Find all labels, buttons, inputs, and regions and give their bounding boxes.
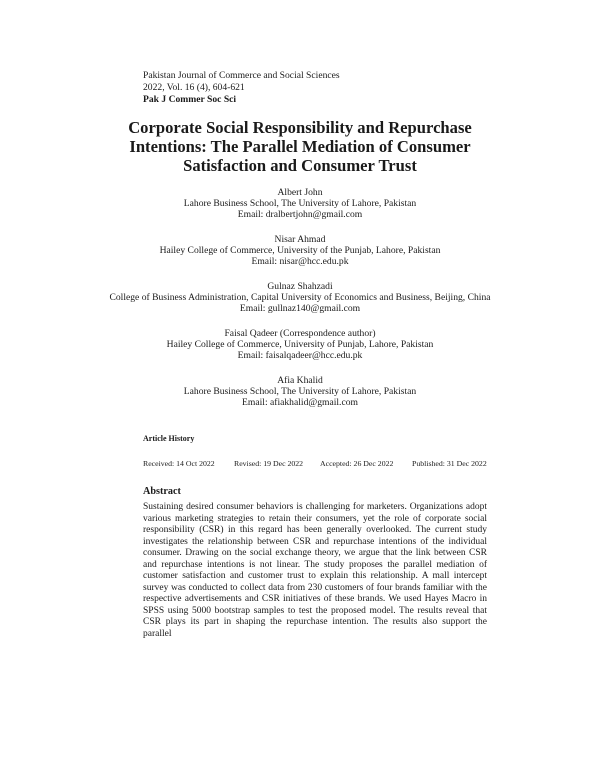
author-name: Albert John: [277, 187, 323, 198]
received-date: Received: 14 Oct 2022: [143, 459, 215, 468]
revised-date: Revised: 19 Dec 2022: [234, 459, 304, 468]
author-affiliation: College of Business Administration, Capital University of Economics and Business, Beijing, China: [109, 292, 491, 304]
author-name: Faisal Qadeer (Correspondence author): [224, 328, 376, 339]
author-email: Email: faisalqadeer@hcc.edu.pk: [237, 350, 363, 362]
author-affiliation: Lahore Business School, The University of Lahore, Pakistan: [183, 386, 417, 398]
author-affiliation: Hailey College of Commerce, University of Punjab, Lahore, Pakistan: [166, 339, 434, 351]
article-history-label: Article History: [143, 434, 195, 443]
author-block: [100, 328, 500, 362]
author-email: Email: nisar@hcc.edu.pk: [251, 256, 349, 268]
author-email: Email: gullnaz140@gmail.com: [239, 303, 361, 315]
author-block: [100, 187, 500, 221]
journal-header: [143, 70, 340, 106]
author-block: [100, 234, 500, 268]
author-affiliation: Lahore Business School, The University of Lahore, Pakistan: [183, 198, 417, 210]
author-email: Email: dralbertjohn@gmail.com: [237, 209, 363, 221]
author-name: Nisar Ahmad: [274, 234, 326, 245]
accepted-date: Accepted: 26 Dec 2022: [320, 459, 394, 468]
journal-citation: 2022, Vol. 16 (4), 604-621: [143, 82, 245, 93]
author-name: Gulnaz Shahzadi: [267, 281, 333, 292]
author-block: [100, 375, 500, 409]
author-list: [100, 187, 500, 422]
paper-title: Corporate Social Responsibility and Repurchase Intentions: The Parallel Mediation of Consumer Satisfaction and Consumer Trust: [128, 118, 472, 175]
author-affiliation: Hailey College of Commerce, University of the Punjab, Lahore, Pakistan: [159, 245, 441, 257]
journal-abbreviation: Pak J Commer Soc Sci: [143, 94, 237, 105]
journal-name: Pakistan Journal of Commerce and Social Sciences: [143, 70, 340, 81]
author-name: Afia Khalid: [277, 375, 323, 386]
abstract-text: Sustaining desired consumer behaviors is challenging for marketers. Organizations adopt various marketing strategies to retain their consumers, yet the role of corporate social responsibility (CSR) in this regard has been generally overlooked. The current study investigates the relationship between CSR and repurchase intentions of the individual consumer. Drawing on the social exchange theory, we argue that the link between CSR and repurchase intentions is not linear. The study proposes the parallel mediation of customer satisfaction and customer trust to explain this relationship. A mall intercept survey was conducted to collect data from 230 customers of four brands familiar with the respective advertisements and CSR initiatives of these brands. We used Hayes Macro in SPSS using 5000 bootstrap samples to test the proposed model. The results reveal that CSR plays its part in shaping the repurchase intention. The results also support the parallel: [143, 502, 487, 640]
published-date: Published: 31 Dec 2022: [412, 459, 487, 468]
author-block: [100, 281, 500, 315]
author-email: Email: afiakhalid@gmail.com: [242, 397, 358, 409]
abstract-heading: Abstract: [143, 486, 181, 497]
